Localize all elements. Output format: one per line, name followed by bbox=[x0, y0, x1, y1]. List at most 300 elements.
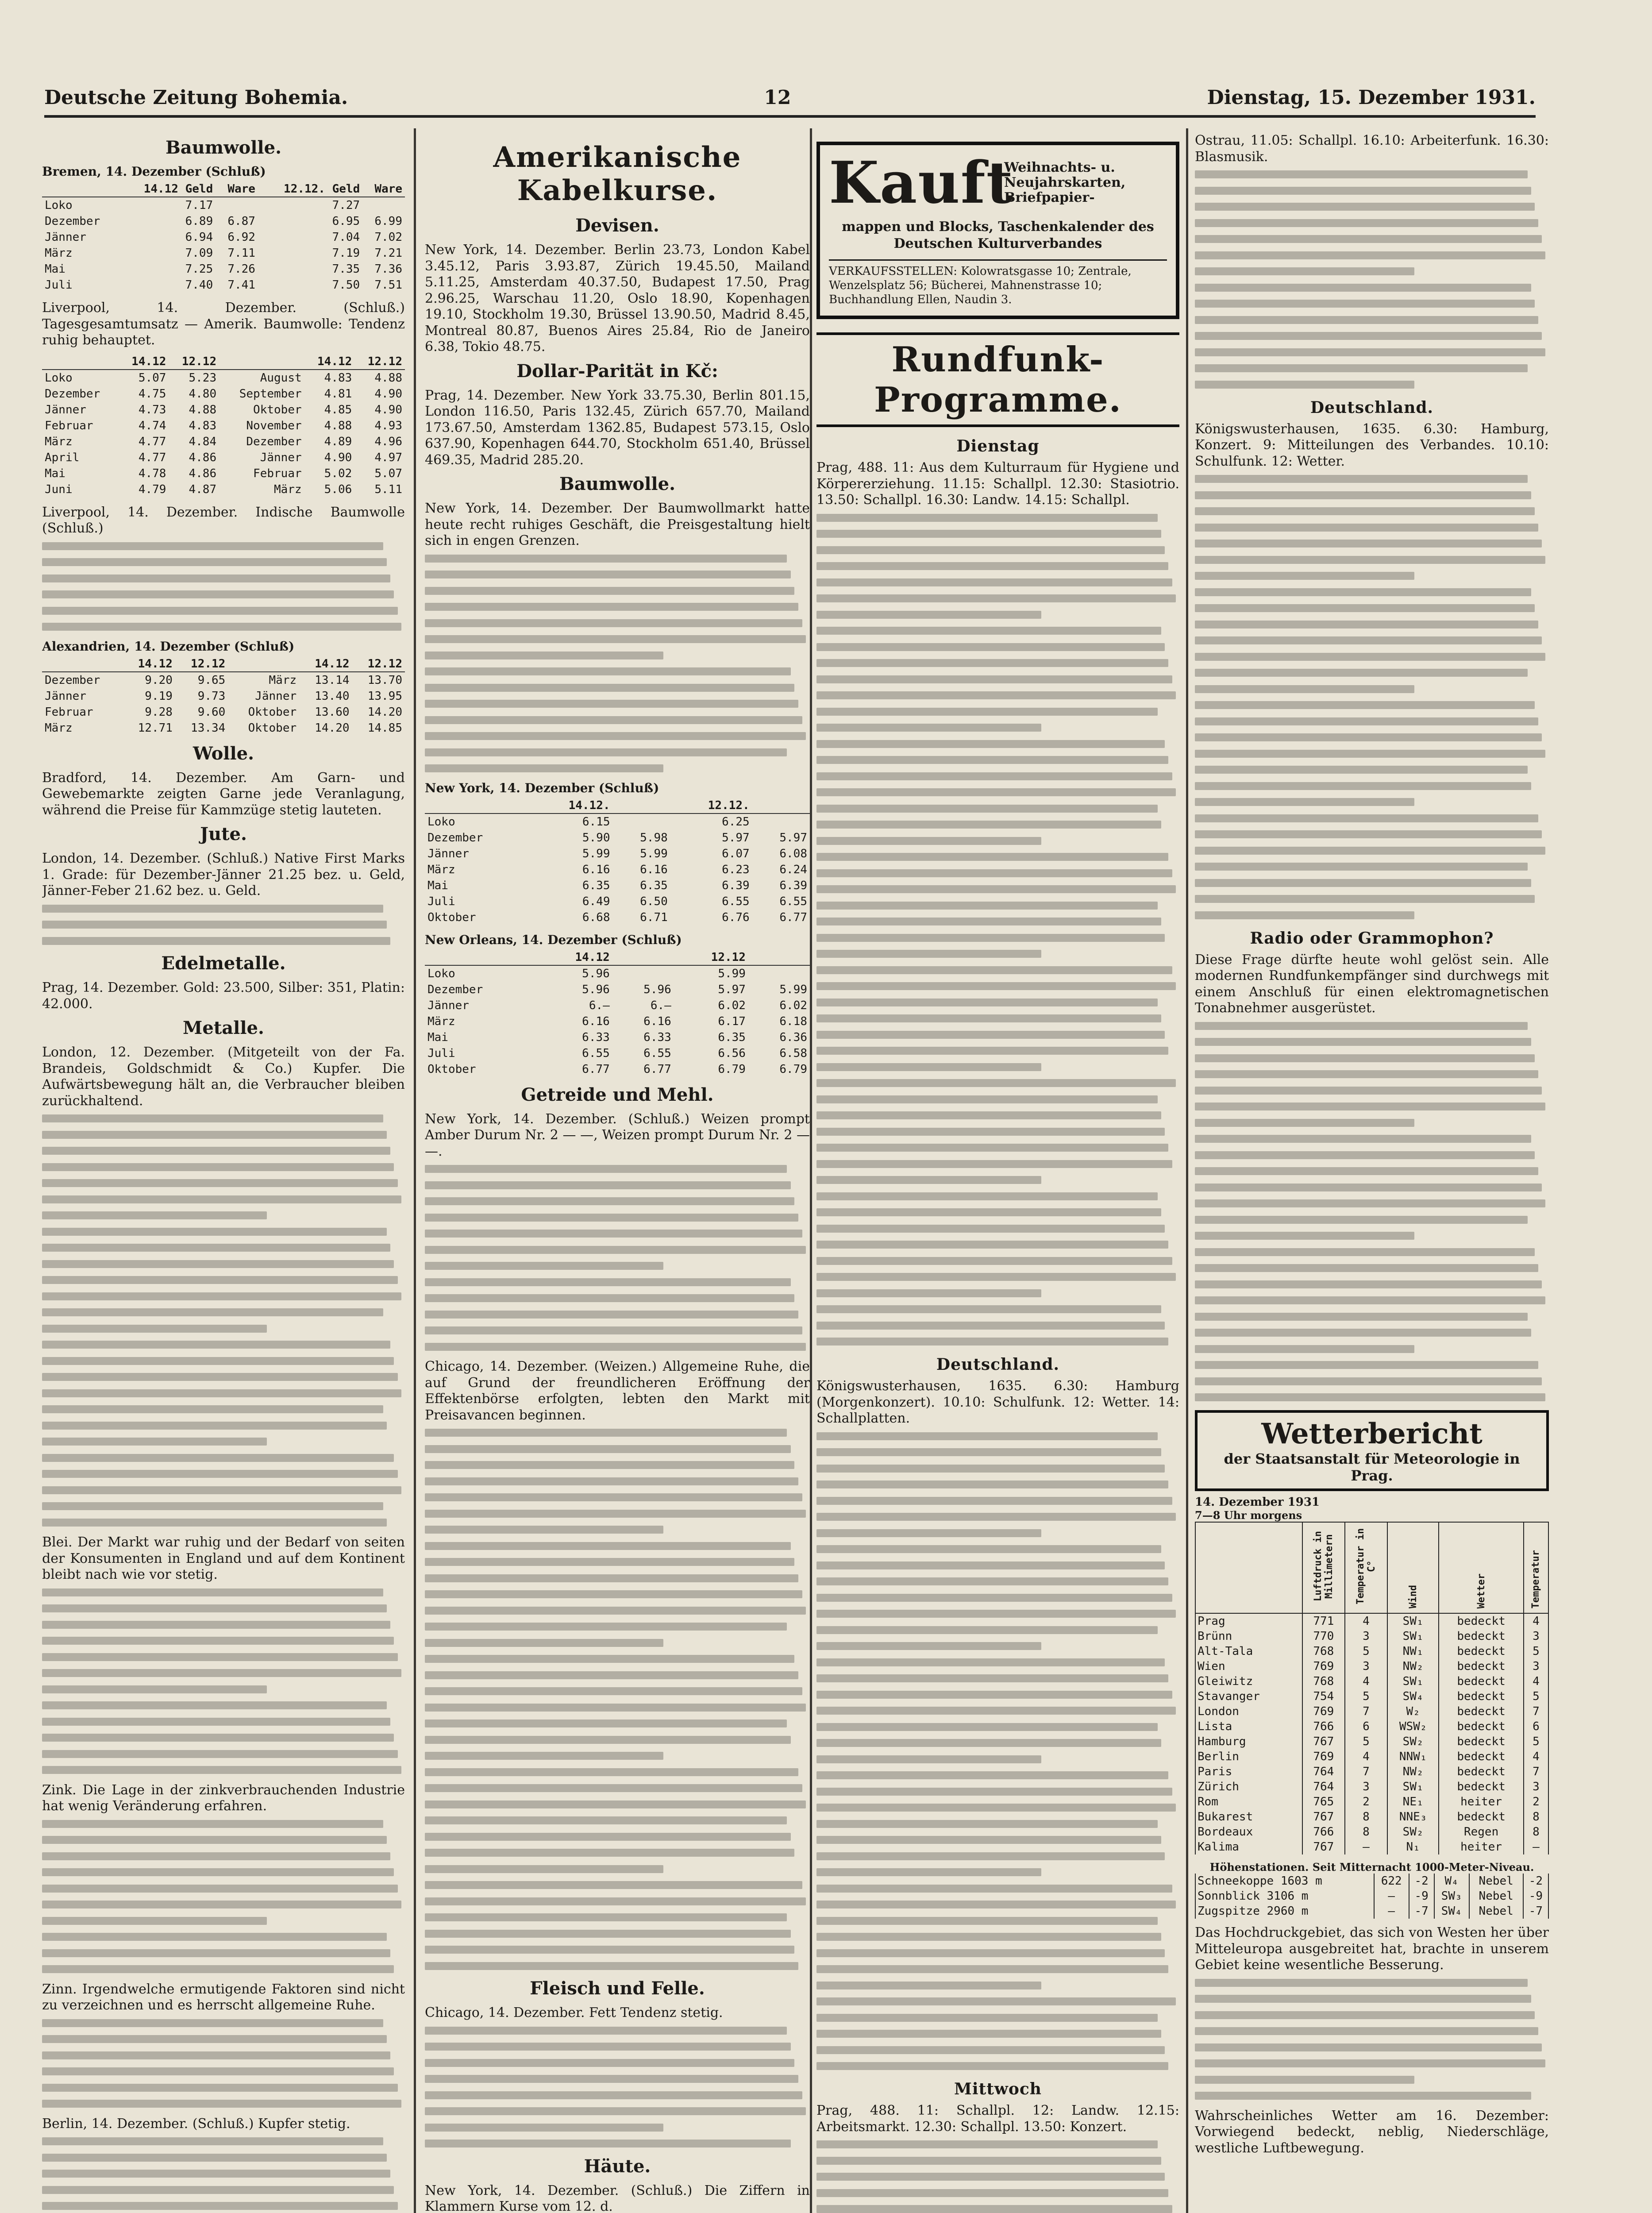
weather-cell: -2 bbox=[1409, 1874, 1434, 1889]
table-row bbox=[425, 862, 810, 878]
table-cell: 4.77 bbox=[138, 451, 166, 464]
text-line bbox=[1195, 1361, 1538, 1369]
table-cell: 4.88 bbox=[189, 403, 217, 416]
table-cell: 5.23 bbox=[189, 371, 217, 385]
text-line bbox=[425, 732, 806, 740]
weather-cell: 766 bbox=[1302, 1719, 1345, 1734]
text-line bbox=[42, 1949, 390, 1957]
weather-cell: Nebel bbox=[1469, 1889, 1523, 1904]
weather-cell: bedeckt bbox=[1439, 1689, 1524, 1704]
text-line bbox=[1195, 332, 1542, 340]
text-line bbox=[425, 1784, 802, 1792]
column-header: 14.12. bbox=[531, 798, 613, 813]
table-cell: 7.35 bbox=[332, 262, 360, 276]
table-cell: 13.40 bbox=[315, 689, 350, 703]
weather-cell: 3 bbox=[1524, 1779, 1548, 1794]
table-cell: 5.97 bbox=[779, 831, 807, 844]
text-line bbox=[42, 1637, 394, 1645]
table-row bbox=[425, 965, 810, 982]
text-line bbox=[1195, 604, 1535, 612]
table-cell: 6.55 bbox=[643, 1046, 671, 1060]
column-header: 14.12 bbox=[538, 950, 612, 965]
text-lines bbox=[425, 2027, 810, 2148]
table-cell: 6.33 bbox=[643, 1030, 671, 1044]
text-line bbox=[816, 1626, 1158, 1634]
table-cell: 4.96 bbox=[374, 435, 402, 448]
table-cell: 6.76 bbox=[722, 910, 750, 924]
table-row bbox=[425, 830, 810, 846]
table-row bbox=[425, 1061, 810, 1077]
text-line bbox=[425, 1833, 791, 1841]
text-line bbox=[425, 1558, 794, 1566]
text-line bbox=[42, 574, 390, 582]
program-text: Ostrau, 11.05: Schallpl. 16.10: Arbeiterfunk. 16.30: Blasmusik. bbox=[1195, 133, 1549, 165]
table-cell: 13.70 bbox=[367, 673, 402, 687]
text-line bbox=[425, 1278, 791, 1286]
section-title: Edelmetalle. bbox=[161, 953, 286, 974]
ad-headline: Kauft bbox=[829, 149, 1014, 216]
text-line bbox=[425, 748, 787, 756]
table-cell: 6.36 bbox=[779, 1030, 807, 1044]
table-cell: 7.41 bbox=[227, 278, 255, 292]
text-line bbox=[816, 659, 1168, 667]
column-header bbox=[1439, 1522, 1524, 1613]
text-line bbox=[1195, 524, 1538, 532]
text-line bbox=[42, 590, 394, 598]
section-title: Baumwolle. bbox=[165, 137, 281, 158]
text-line bbox=[425, 1445, 791, 1453]
weather-cell: Sonnblick 3106 m bbox=[1195, 1889, 1374, 1904]
text-line bbox=[1195, 621, 1538, 628]
text-line bbox=[816, 1561, 1165, 1569]
text-line bbox=[425, 1639, 663, 1647]
weather-cell: Lista bbox=[1195, 1719, 1302, 1734]
table-row bbox=[42, 197, 405, 213]
table-header-row bbox=[42, 354, 405, 370]
table-cell: Oktober bbox=[248, 705, 297, 719]
table-cell: 6.17 bbox=[718, 1014, 746, 1028]
column-header: 12.12 bbox=[175, 656, 228, 672]
text-line bbox=[816, 1465, 1165, 1473]
table-cell: 4.84 bbox=[189, 435, 217, 448]
weather-cell: 768 bbox=[1302, 1674, 1345, 1689]
text-line bbox=[42, 1163, 394, 1171]
column-header bbox=[42, 181, 120, 197]
text-line bbox=[1195, 669, 1528, 677]
table-cell: 7.09 bbox=[185, 247, 213, 260]
weather-cell: Alt-Tala bbox=[1195, 1644, 1302, 1659]
text-line bbox=[425, 652, 663, 659]
text-line bbox=[816, 2173, 1165, 2181]
text-lines bbox=[425, 1165, 810, 1351]
section-title: Jute. bbox=[200, 824, 247, 844]
text-line bbox=[425, 1510, 806, 1518]
text-line bbox=[42, 2051, 390, 2059]
text-line bbox=[42, 2186, 394, 2194]
table-cell: 6.16 bbox=[643, 1014, 671, 1028]
table-cell: 6.39 bbox=[722, 879, 750, 892]
text-line bbox=[1195, 251, 1545, 259]
table-cell: 4.88 bbox=[324, 419, 352, 432]
table-cell: 6.— bbox=[589, 999, 610, 1012]
text-line bbox=[816, 1642, 1041, 1650]
text-line bbox=[1195, 364, 1528, 372]
text-line bbox=[1195, 348, 1545, 356]
text-line bbox=[425, 1326, 802, 1334]
weather-cell: bedeckt bbox=[1439, 1749, 1524, 1764]
weather-row bbox=[1195, 1674, 1548, 1689]
table-cell: 5.98 bbox=[640, 831, 668, 844]
text-line bbox=[42, 1405, 383, 1413]
liverpool-table bbox=[42, 354, 405, 497]
text-line bbox=[1195, 1167, 1538, 1175]
column-header: 14.12 bbox=[123, 656, 175, 672]
text-line bbox=[816, 1739, 1161, 1747]
text-line bbox=[1195, 203, 1535, 211]
weather-row bbox=[1195, 1824, 1548, 1839]
program-text: Königswusterhausen, 1635. 6.30: Hamburg, Konzert. 9: Mitteilungen des Verbandes. 10.10: Schulfunk. 12: Wetter. bbox=[1195, 421, 1549, 469]
table-cell: 7.50 bbox=[332, 278, 360, 292]
text-line bbox=[1195, 830, 1542, 838]
table-cell: 6.23 bbox=[722, 863, 750, 876]
text-line bbox=[425, 2091, 802, 2099]
text-line bbox=[42, 1325, 267, 1333]
text-line bbox=[1195, 507, 1535, 515]
market-heading: Bremen, 14. Dezember (Schluß) bbox=[42, 164, 266, 179]
weather-cell: bedeckt bbox=[1439, 1764, 1524, 1779]
table-cell: Februar bbox=[45, 419, 93, 432]
weather-subtitle: der Staatsanstalt für Meteorologie in Prag. bbox=[1224, 1450, 1520, 1484]
column-header: Ware bbox=[216, 181, 258, 197]
text-line bbox=[425, 1165, 787, 1173]
table-cell: Oktober bbox=[427, 910, 476, 924]
text-line bbox=[425, 1913, 787, 1921]
text-line bbox=[816, 1933, 1161, 1941]
weather-cell: bedeckt bbox=[1439, 1734, 1524, 1749]
text-line bbox=[1195, 1296, 1545, 1304]
market-text: Zink. Die Lage in der zinkverbrauchenden Industrie hat wenig Veränderung erfahren. bbox=[42, 1782, 405, 1814]
text-line bbox=[816, 1095, 1158, 1103]
text-line bbox=[42, 1885, 398, 1893]
article-text: Chicago, 14. Dezember. (Weizen.) Allgemeine Ruhe, die auf Grund der freundlicheren Eröffnung der Effektenbörse erfolgten, lebten den Markt mit Preisavancen beginnen. bbox=[425, 1359, 810, 1423]
market-text: London, 14. Dezember. (Schluß.) Native First Marks 1. Grade: für Dezember-Jänner 21.25 bez. u. Geld, Jänner-Feber 21.62 bez. u. Geld. bbox=[42, 851, 405, 898]
market-text: Bradford, 14. Dezember. Am Garn- und Gewebemarkte zeigten Garne jede Veranlagung, während die Preise für Kammzüge stetig lauteten. bbox=[42, 770, 405, 818]
text-line bbox=[425, 555, 787, 563]
table-cell: 6.07 bbox=[722, 847, 750, 860]
column-header bbox=[612, 950, 674, 965]
table-cell: 6.50 bbox=[640, 894, 668, 908]
weather-title: Wetterbericht bbox=[1261, 1417, 1483, 1450]
table-cell: Jänner bbox=[427, 999, 469, 1012]
text-line bbox=[816, 788, 1176, 796]
text-line bbox=[42, 1341, 390, 1349]
weather-cell: SW₂ bbox=[1387, 1734, 1439, 1749]
table-header-row bbox=[425, 798, 810, 813]
text-line bbox=[816, 805, 1158, 813]
table-cell: 6.— bbox=[650, 999, 671, 1012]
text-line bbox=[1195, 491, 1531, 499]
market-heading: New York, 14. Dezember (Schluß) bbox=[425, 780, 659, 795]
text-line bbox=[1195, 1087, 1542, 1095]
table-cell: 4.90 bbox=[324, 451, 352, 464]
table-cell: 5.07 bbox=[374, 467, 402, 480]
text-line bbox=[425, 667, 791, 675]
weather-cell: 2 bbox=[1524, 1794, 1548, 1809]
column-radio bbox=[816, 133, 1179, 2213]
article-text: New York, 14. Dezember. Berlin 23.73, London Kabel 3.45.12, Paris 3.93.87, Zürich 19.45.50, Mailand 5.11.25, Amsterdam 40.37.50, Budapest 17.50, Prag 2.96.25, Warschau 11.20, Oslo 18.90, Kopenhagen 19.10, Stockholm 19.30, Brüssel 13.90.50, Madrid 8.45, Montreal 80.87, Buenos Aires 25.84, Rio de Janeiro 6.38, Tokio 48.75. bbox=[425, 242, 810, 355]
table-row bbox=[42, 213, 405, 229]
column-header bbox=[1345, 1522, 1387, 1613]
table-cell: Jänner bbox=[45, 403, 86, 416]
weather-cell: 8 bbox=[1345, 1824, 1387, 1839]
text-line bbox=[816, 966, 1172, 974]
text-line bbox=[816, 1965, 1168, 1973]
text-lines bbox=[1195, 475, 1549, 919]
text-line bbox=[42, 1604, 387, 1612]
section-title: Dollar-Parität in Kč: bbox=[516, 360, 718, 382]
column-cable-rates bbox=[425, 133, 810, 2213]
text-line bbox=[1195, 1280, 1542, 1288]
table-cell: 4.90 bbox=[374, 403, 402, 416]
text-line bbox=[42, 623, 401, 631]
section-title: Fleisch und Felle. bbox=[530, 1978, 705, 1999]
weather-cell: 765 bbox=[1302, 1794, 1345, 1809]
weather-cell: Nebel bbox=[1469, 1874, 1523, 1889]
table-cell: 6.24 bbox=[779, 863, 807, 876]
table-cell: Dezember bbox=[246, 435, 302, 448]
table-cell: 9.73 bbox=[197, 689, 226, 703]
market-text: Zinn. Irgendwelche ermutigende Faktoren sind nicht zu verzeichnen und es herrscht allgemeine Ruhe. bbox=[42, 1981, 405, 2013]
text-line bbox=[42, 1917, 267, 1925]
text-line bbox=[42, 1669, 401, 1677]
weather-time: 7—8 Uhr morgens bbox=[1195, 1509, 1302, 1522]
text-line bbox=[1195, 1979, 1528, 1987]
weather-cell: 4 bbox=[1524, 1749, 1548, 1764]
weather-cell: Bukarest bbox=[1195, 1809, 1302, 1824]
table-cell: Oktober bbox=[427, 1062, 476, 1076]
text-line bbox=[42, 1965, 394, 1973]
weather-cell: 768 bbox=[1302, 1644, 1345, 1659]
weather-cell: 771 bbox=[1302, 1613, 1345, 1629]
text-line bbox=[816, 1610, 1176, 1618]
text-line bbox=[816, 918, 1161, 925]
text-line bbox=[816, 1788, 1172, 1796]
column-header bbox=[613, 798, 670, 813]
text-line bbox=[816, 1723, 1158, 1731]
weather-cell: 8 bbox=[1524, 1824, 1548, 1839]
text-line bbox=[425, 587, 794, 595]
text-line bbox=[816, 1031, 1165, 1039]
weather-cell: SW₃ bbox=[1434, 1889, 1469, 1904]
table-cell: 4.78 bbox=[138, 467, 166, 480]
text-line bbox=[42, 2202, 398, 2210]
text-line bbox=[425, 1865, 663, 1873]
text-line bbox=[42, 1766, 401, 1774]
table-cell: 7.11 bbox=[227, 247, 255, 260]
section-title: Rundfunk-Programme. bbox=[816, 332, 1179, 427]
text-line bbox=[1195, 2092, 1531, 2100]
table-cell bbox=[612, 965, 674, 982]
table-row bbox=[42, 688, 405, 704]
text-line bbox=[425, 1574, 798, 1582]
column-header-label: Temperatur bbox=[1530, 1550, 1542, 1608]
table-row bbox=[425, 1045, 810, 1061]
weather-cell: -7 bbox=[1523, 1904, 1548, 1919]
column-header bbox=[1302, 1522, 1345, 1613]
text-line bbox=[42, 2067, 394, 2075]
text-line bbox=[1195, 1199, 1545, 1207]
weather-cell: bedeckt bbox=[1439, 1629, 1524, 1644]
text-line bbox=[425, 1687, 802, 1695]
text-line bbox=[42, 2154, 387, 2162]
column-header: 12.12. Geld bbox=[258, 181, 362, 197]
table-cell: April bbox=[45, 451, 80, 464]
text-line bbox=[816, 1497, 1172, 1505]
text-lines bbox=[42, 1588, 405, 1774]
weather-cell: 3 bbox=[1345, 1659, 1387, 1674]
text-line bbox=[425, 2140, 791, 2147]
issue-date: Dienstag, 15. Dezember 1931. bbox=[1207, 86, 1536, 109]
alexandrien-table bbox=[42, 656, 405, 736]
text-line bbox=[425, 2027, 787, 2035]
weather-cell: 5 bbox=[1524, 1689, 1548, 1704]
column-rule bbox=[414, 128, 416, 2213]
column-header bbox=[228, 656, 299, 672]
weather-cell: Bordeaux bbox=[1195, 1824, 1302, 1839]
text-line bbox=[425, 1736, 791, 1744]
weather-cell: SW₁ bbox=[1387, 1674, 1439, 1689]
weather-row bbox=[1195, 1794, 1548, 1809]
text-line bbox=[816, 1192, 1158, 1200]
table-cell: Februar bbox=[45, 705, 93, 719]
weather-cell: 2 bbox=[1345, 1794, 1387, 1809]
text-line bbox=[42, 1470, 398, 1478]
table-cell: 5.11 bbox=[374, 482, 402, 496]
text-line bbox=[1195, 284, 1531, 292]
text-line bbox=[42, 1718, 390, 1726]
table-row bbox=[42, 370, 405, 386]
program-text: Prag, 488. 11: Aus dem Kulturraum für Hygiene und Körpererziehung. 11.15: Schallpl. 12.30: Stasiotrio. 13.50: Schallpl. 16.30: Landw. 14.15: Schallpl. bbox=[816, 460, 1179, 508]
table-cell: März bbox=[45, 247, 73, 260]
table-cell: 4.87 bbox=[189, 482, 217, 496]
ad-kicker: Weihnachts- u. Neujahrskarten, Briefpapier- bbox=[1004, 160, 1126, 205]
text-line bbox=[1195, 653, 1545, 661]
text-line bbox=[425, 1752, 663, 1760]
table-cell: 7.36 bbox=[374, 262, 402, 276]
program-text: Prag, 488. 11: Schallpl. 12: Landw. 12.15: Arbeitsmarkt. 12.30: Schallpl. 13.50: Konzert. bbox=[816, 2103, 1179, 2135]
text-line bbox=[425, 1946, 794, 1954]
column-header bbox=[748, 950, 810, 965]
table-cell: 5.96 bbox=[582, 967, 610, 980]
table-cell bbox=[748, 965, 810, 982]
table-cell: 6.02 bbox=[779, 999, 807, 1012]
table-cell: Oktober bbox=[253, 403, 302, 416]
table-row bbox=[42, 704, 405, 720]
table-cell: Jänner bbox=[45, 231, 86, 244]
column-rule bbox=[1186, 128, 1188, 2213]
text-lines bbox=[42, 2137, 405, 2210]
weather-cell: 8 bbox=[1345, 1809, 1387, 1824]
weather-cell: Kalima bbox=[1195, 1839, 1302, 1854]
text-line bbox=[816, 2157, 1161, 2165]
text-line bbox=[42, 1114, 383, 1122]
text-line bbox=[42, 1131, 387, 1139]
weather-cell: 767 bbox=[1302, 1839, 1345, 1854]
text-line bbox=[425, 2075, 798, 2083]
text-line bbox=[425, 1542, 791, 1550]
table-cell: 6.49 bbox=[582, 894, 610, 908]
table-cell: Juni bbox=[45, 482, 73, 496]
text-line bbox=[1195, 1377, 1542, 1385]
weather-cell: NW₂ bbox=[1387, 1659, 1439, 1674]
text-lines bbox=[816, 2140, 1179, 2213]
weather-row bbox=[1195, 1809, 1548, 1824]
text-line bbox=[1195, 1054, 1535, 1062]
table-cell: 6.79 bbox=[718, 1062, 746, 1076]
table-header-row bbox=[42, 181, 405, 197]
text-lines bbox=[42, 2019, 405, 2108]
weather-cell: 770 bbox=[1302, 1629, 1345, 1644]
market-text: Berlin, 14. Dezember. (Schluß.) Kupfer stetig. bbox=[42, 2116, 350, 2132]
text-line bbox=[816, 708, 1158, 716]
table-cell: 13.34 bbox=[191, 721, 226, 735]
article-text: New York, 14. Dezember. Der Baumwollmarkt hatte heute recht ruhiges Geschäft, die Preisgestaltung hielt sich in engen Grenzen. bbox=[425, 501, 810, 548]
table-cell: Jänner bbox=[260, 451, 302, 464]
text-line bbox=[425, 2059, 794, 2067]
text-line bbox=[816, 1176, 1041, 1184]
weather-cell: 4 bbox=[1524, 1613, 1548, 1629]
table-cell: 6.02 bbox=[718, 999, 746, 1012]
text-line bbox=[816, 691, 1176, 699]
weather-cell: Gleiwitz bbox=[1195, 1674, 1302, 1689]
newyork-table bbox=[425, 798, 810, 925]
table-cell: 4.97 bbox=[374, 451, 402, 464]
text-lines bbox=[42, 1114, 405, 1527]
table-cell: 4.75 bbox=[138, 387, 166, 401]
market-text: Prag, 14. Dezember. Gold: 23.500, Silber: 351, Platin: 42.000. bbox=[42, 980, 405, 1012]
text-line bbox=[425, 571, 791, 578]
text-line bbox=[425, 1655, 794, 1663]
table-row bbox=[42, 672, 405, 688]
column-header-label: Wetter bbox=[1475, 1573, 1487, 1608]
table-cell: 6.35 bbox=[718, 1030, 746, 1044]
text-line bbox=[1195, 2059, 1545, 2067]
text-line bbox=[1195, 1264, 1538, 1272]
text-line bbox=[1195, 1329, 1531, 1337]
table-row bbox=[42, 402, 405, 418]
weather-cell: NNE₃ bbox=[1387, 1809, 1439, 1824]
text-line bbox=[816, 1707, 1176, 1715]
weather-cell: W₂ bbox=[1387, 1704, 1439, 1719]
text-line bbox=[42, 1179, 398, 1187]
text-line bbox=[1195, 2011, 1535, 2019]
text-line bbox=[425, 1197, 794, 1205]
text-line bbox=[816, 1982, 1041, 1989]
text-line bbox=[816, 869, 1172, 877]
table-cell bbox=[362, 197, 405, 213]
column-header: 12.12 bbox=[674, 950, 748, 965]
text-line bbox=[1195, 1393, 1545, 1401]
table-row bbox=[42, 482, 405, 497]
text-line bbox=[816, 2046, 1165, 2054]
table-row bbox=[42, 418, 405, 434]
text-line bbox=[42, 2137, 383, 2145]
text-line bbox=[1195, 782, 1531, 790]
weather-cell: Brünn bbox=[1195, 1629, 1302, 1644]
text-line bbox=[42, 1244, 390, 1252]
text-line bbox=[1195, 572, 1414, 580]
text-line bbox=[1195, 766, 1528, 774]
